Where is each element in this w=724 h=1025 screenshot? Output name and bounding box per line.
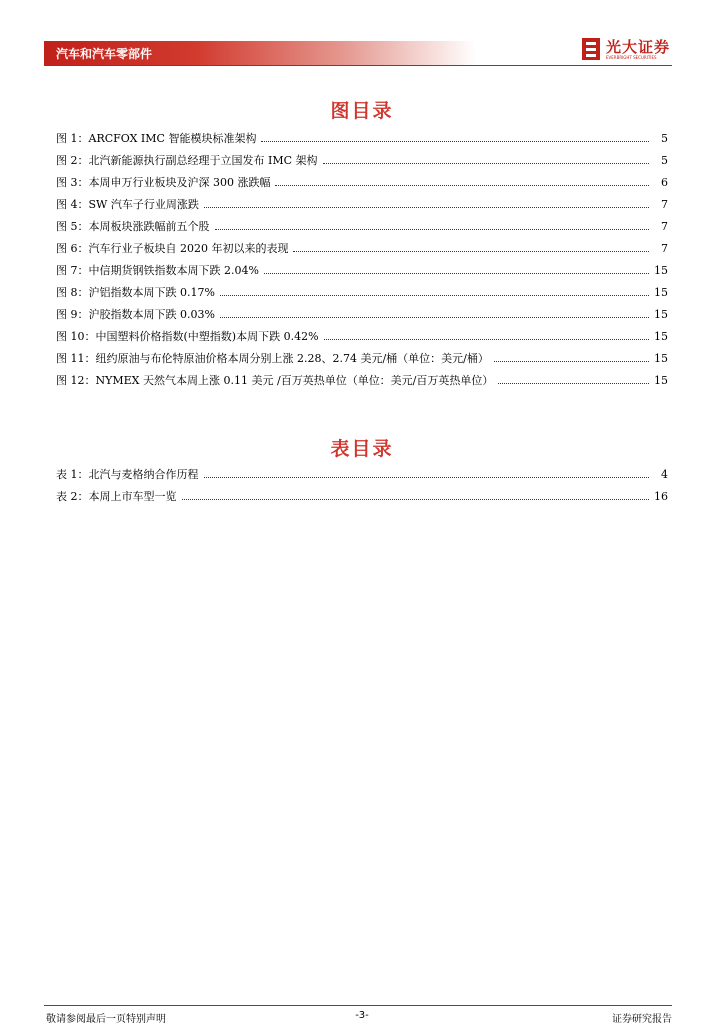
footer-page-number: -3- [355,1010,369,1021]
toc-entry-page: 15 [654,330,668,343]
table-toc-title: 表目录 [330,438,394,460]
toc-dot-leader [204,198,649,208]
toc-entry-page: 15 [654,352,668,365]
figure-toc-title: 图目录 [330,100,394,122]
toc-entry[interactable] [56,218,668,240]
toc-entry-page: 6 [661,176,668,189]
toc-entry[interactable] [56,152,668,174]
toc-entry[interactable] [56,262,668,284]
footer-disclaimer: 敬请参阅最后一页特别声明 [46,1014,166,1025]
toc-dot-leader [324,330,649,340]
logo-text: 光大证券 [606,38,671,56]
toc-entry-label: 图 11：纽约原油与布伦特原油价格本周分别上涨 2.28、2.74 美元/桶（单位：美元/桶） [56,352,489,365]
toc-entry[interactable] [56,488,668,510]
toc-entry-page: 7 [661,198,668,211]
toc-entry-page: 16 [654,490,668,503]
toc-entry-page: 4 [661,468,668,481]
toc-entry-page: 15 [654,286,668,299]
toc-dot-leader [261,132,649,142]
table-toc-list [56,466,668,510]
toc-entry-page: 15 [654,264,668,277]
section-label: 汽车和汽车零部件 [56,47,153,61]
logo-subtext: EVERBRIGHT SECURITIES [606,55,657,60]
toc-entry-label: 图 9：沪胶指数本周下跌 0.03% [56,308,215,321]
toc-entry-label: 图 2：北汽新能源执行副总经理于立国发布 IMC 架构 [56,154,318,167]
toc-entry-label: 图 4：SW 汽车子行业周涨跌 [56,198,199,211]
toc-entry-page: 7 [661,242,668,255]
toc-entry[interactable] [56,350,668,372]
toc-dot-leader [494,352,649,362]
toc-entry-page: 7 [661,220,668,233]
toc-dot-leader [275,176,649,186]
toc-dot-leader [204,468,650,478]
toc-dot-leader [293,242,649,252]
toc-entry-page: 15 [654,374,668,387]
toc-entry-page: 5 [661,132,668,145]
toc-dot-leader [323,154,649,164]
toc-entry-label: 图 12：NYMEX 天然气本周上涨 0.11 美元 /百万英热单位（单位：美元/百万英热单位） [56,374,494,387]
toc-entry-label: 图 7：中信期货钢铁指数本周下跌 2.04% [56,264,259,277]
header-divider [44,65,672,66]
header-band [44,41,476,65]
footer-divider [44,1005,672,1006]
toc-entry[interactable] [56,196,668,218]
toc-entry-page: 15 [654,308,668,321]
toc-dot-leader [220,308,649,318]
logo-icon [582,38,600,60]
toc-entry-label: 图 8：沪铝指数本周下跌 0.17% [56,286,215,299]
toc-entry[interactable] [56,240,668,262]
toc-entry[interactable] [56,328,668,350]
toc-entry-label: 图 1：ARCFOX IMC 智能模块标准架构 [56,132,257,145]
figure-toc-list [56,130,668,394]
toc-dot-leader [498,374,649,384]
toc-entry-label: 表 1：北汽与麦格纳合作历程 [56,468,199,481]
company-logo [582,36,674,64]
footer-report-type: 证券研究报告 [612,1014,672,1025]
toc-dot-leader [264,264,649,274]
toc-entry-label: 图 3：本周申万行业板块及沪深 300 涨跌幅 [56,176,271,189]
toc-entry-label: 图 5：本周板块涨跌幅前五个股 [56,220,210,233]
toc-entry[interactable] [56,466,668,488]
toc-entry-label: 表 2：本周上市车型一览 [56,490,177,503]
toc-entry-label: 图 10：中国塑料价格指数(中塑指数)本周下跌 0.42% [56,330,319,343]
toc-entry[interactable] [56,174,668,196]
toc-dot-leader [182,490,650,500]
toc-entry-label: 图 6：汽车行业子板块自 2020 年初以来的表现 [56,242,289,255]
toc-entry[interactable] [56,372,668,394]
toc-entry[interactable] [56,306,668,328]
toc-entry-page: 5 [661,154,668,167]
toc-entry[interactable] [56,284,668,306]
toc-dot-leader [220,286,649,296]
toc-dot-leader [215,220,650,230]
toc-entry[interactable] [56,130,668,152]
